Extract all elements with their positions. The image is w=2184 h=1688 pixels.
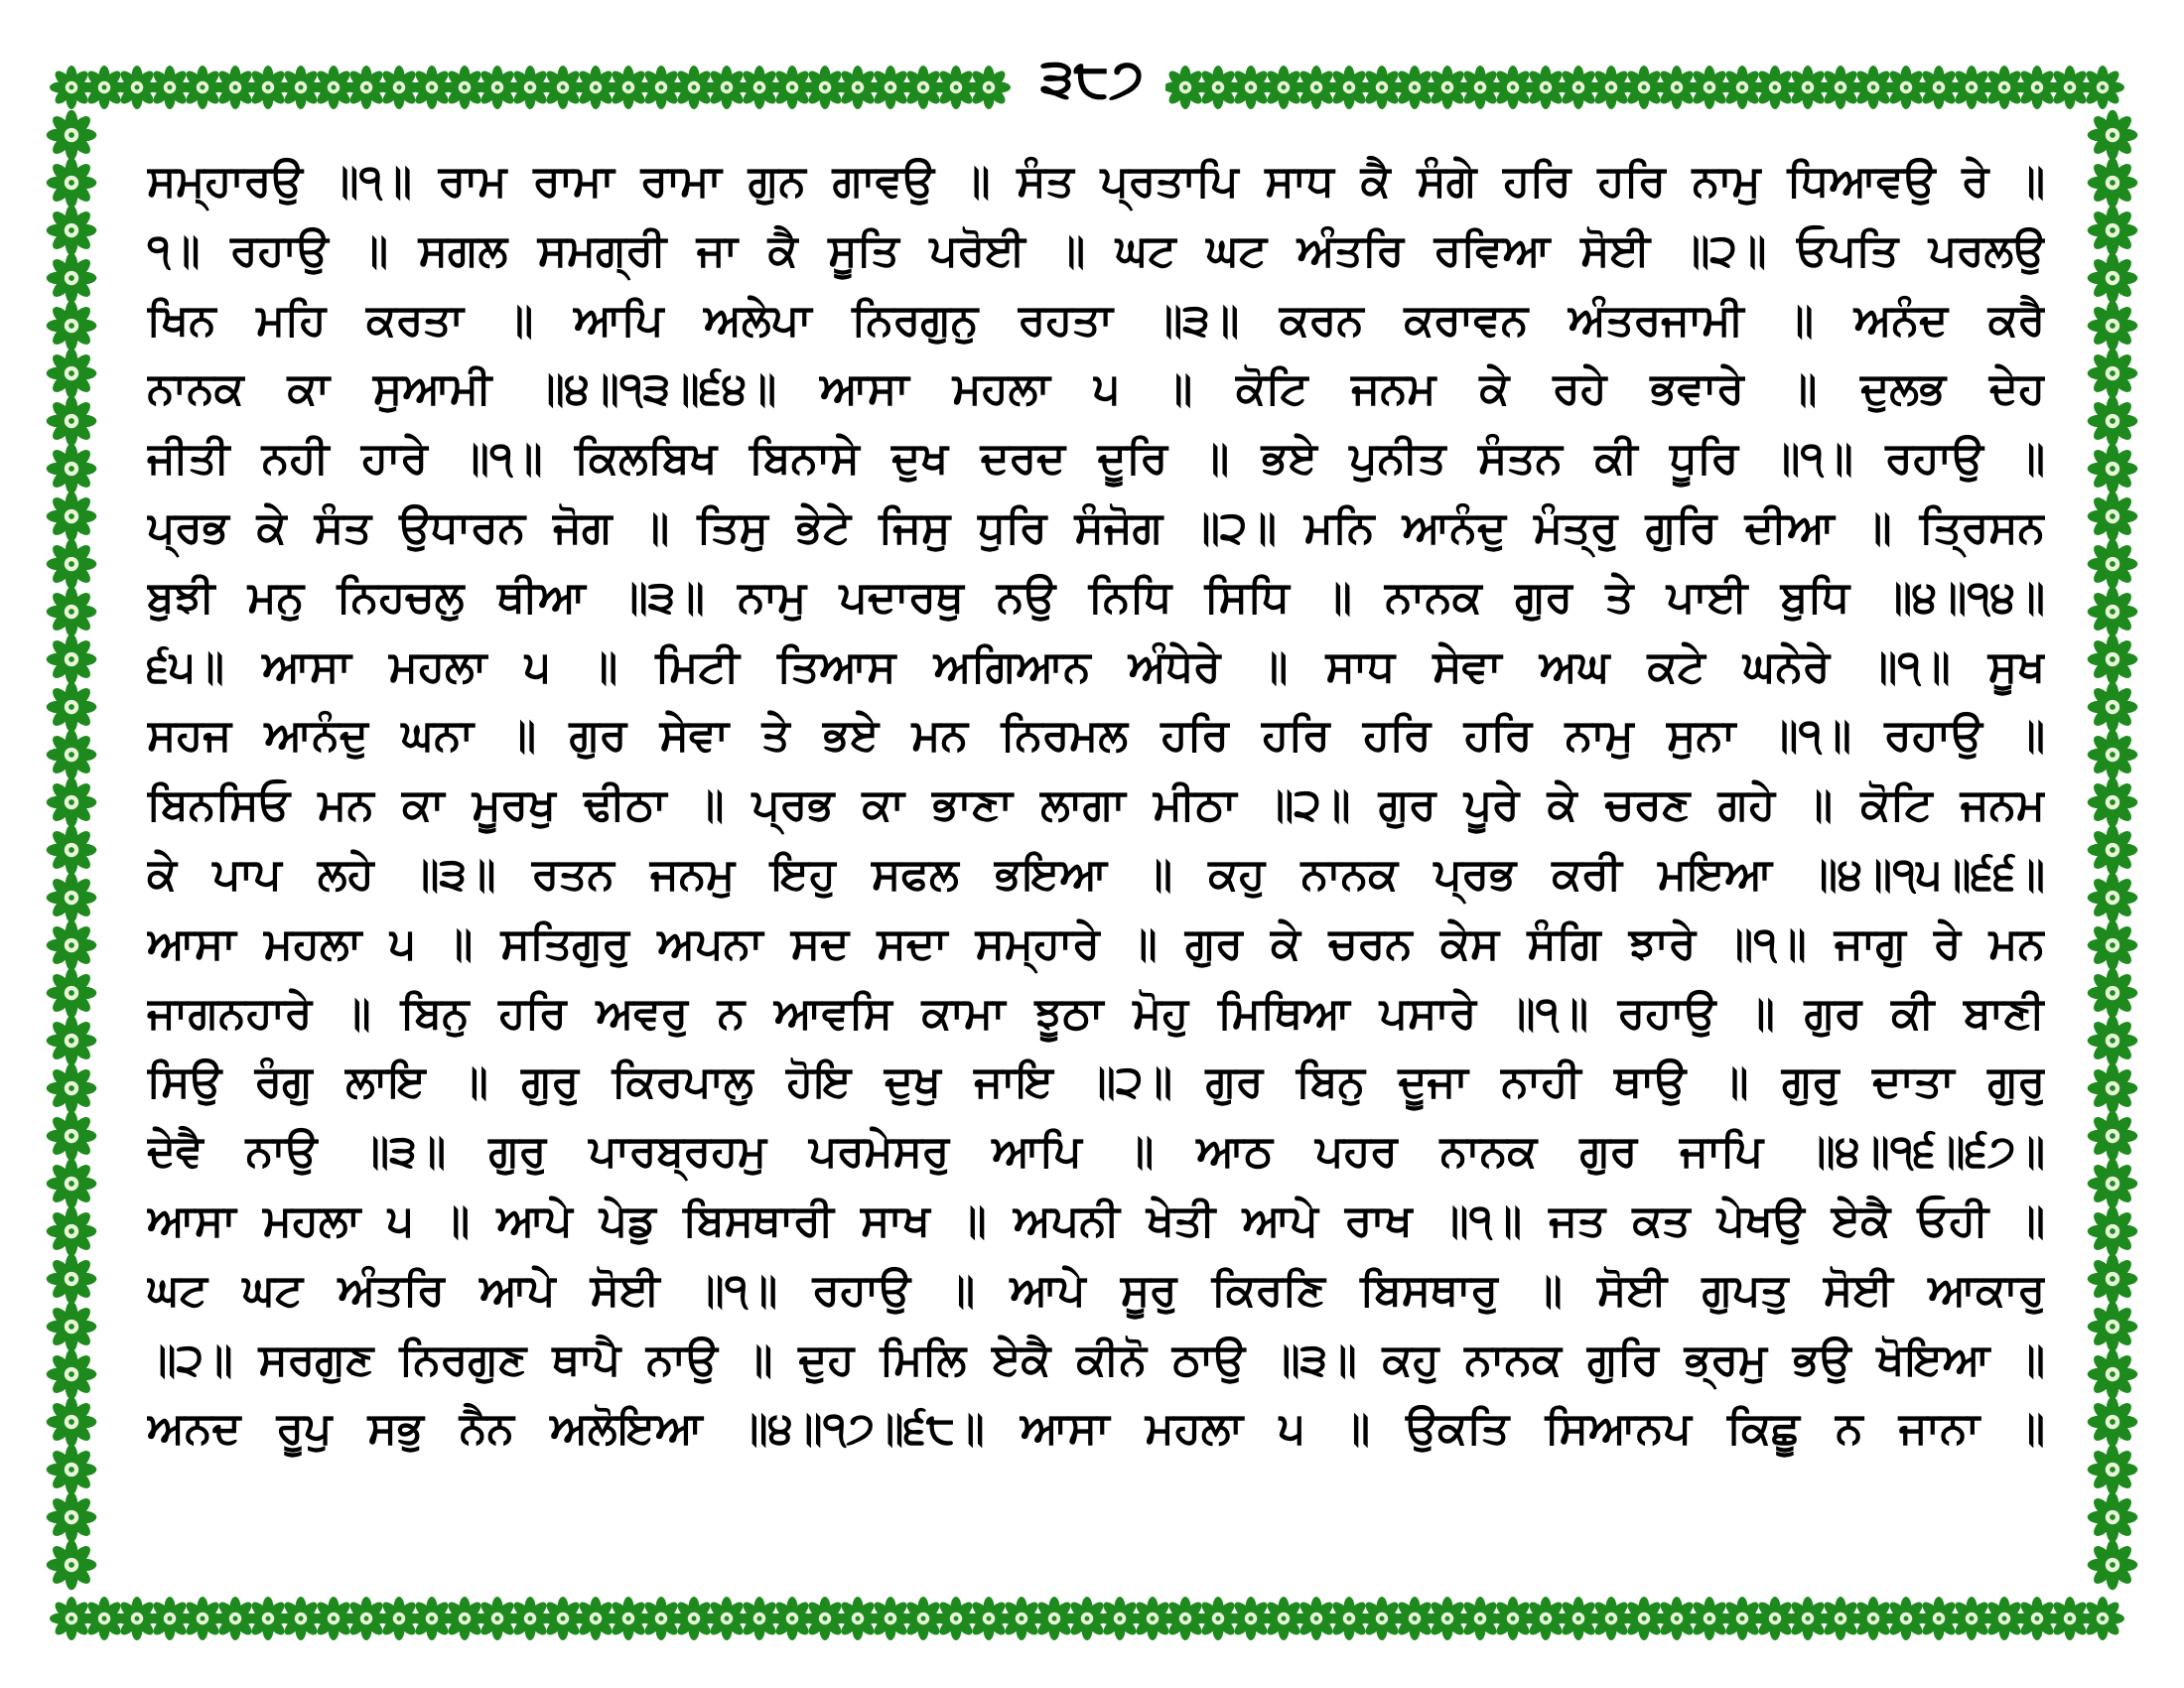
border-flower-icon <box>148 1597 192 1640</box>
border-flower-icon <box>1196 1597 1240 1640</box>
verse-line: ਜਾਗਨਹਾਰੇ ॥ ਬਿਨੁ ਹਰਿ ਅਵਰੁ ਨ ਆਵਸਿ ਕਾਮਾ ਝੂਠਾ ਮੋਹੁ ਮਿਥਿਆ ਪਸਾਰੇ ॥੧॥ ਰਹਾਉ ॥ ਗੁਰ ਕੀ ਬਾਣੀ <box>147 987 2045 1039</box>
border-flower-icon <box>2015 1597 2059 1640</box>
border-flower-icon <box>2088 1397 2138 1448</box>
border-flower-icon <box>2088 730 2138 780</box>
border-flower-icon <box>2088 1492 2138 1543</box>
border-flower-icon <box>1884 1597 1928 1640</box>
border-flower-icon <box>410 1597 454 1640</box>
border-flower-icon <box>2088 206 2138 256</box>
verse-line: ੧॥ ਰਹਾਉ ॥ ਸਗਲ ਸਮਗ੍ਰੀ ਜਾ ਕੈ ਸੂਤਿ ਪਰੋਈ ॥ ਘਟ ਘਟ ਅੰਤਰਿ ਰਵਿਆ ਸੋਈ ॥੨॥ ਓਪਤਿ ਪਰਲਉ <box>147 224 2045 276</box>
border-flower-icon <box>2088 1206 2138 1257</box>
border-flower-icon <box>47 1111 97 1162</box>
border-flower-icon <box>1622 1597 1666 1640</box>
border-flower-icon <box>47 1302 97 1352</box>
border-flower-icon <box>2088 396 2138 447</box>
border-flower-icon <box>1295 1597 1338 1640</box>
border-flower-icon <box>213 1597 257 1640</box>
border-flower-icon <box>2088 110 2138 161</box>
border-flower-icon <box>2088 1254 2138 1305</box>
border-flower-icon <box>47 1254 97 1305</box>
border-flower-icon <box>1327 1597 1371 1640</box>
border-flower-icon <box>934 1597 978 1640</box>
verse-line: ਦੇਵੈ ਨਾਉ ॥੩॥ ਗੁਰੁ ਪਾਰਬ੍ਰਹਮੁ ਪਰਮੇਸਰੁ ਆਪਿ ॥ ਆਠ ਪਹਰ ਨਾਨਕ ਗੁਰ ਜਾਪਿ ॥੪॥੧੬॥੬੭॥ <box>147 1126 2045 1178</box>
border-flower-icon <box>2081 1597 2124 1640</box>
border-flower-icon <box>47 206 97 256</box>
border-flower-icon <box>2088 444 2138 494</box>
border-flower-icon <box>639 1597 683 1640</box>
border-flower-icon <box>1917 1597 1961 1640</box>
border-flower-icon <box>47 253 97 304</box>
border-flower-icon <box>47 730 97 780</box>
border-flower-icon <box>47 920 97 971</box>
border-flower-icon <box>47 825 97 876</box>
verse-line: ਨਾਨਕ ਕਾ ਸੁਆਮੀ ॥੪॥੧੩॥੬੪॥ ਆਸਾ ਮਹਲਾ ੫ ॥ ਕੋਟਿ ਜਨਮ ਕੇ ਰਹੇ ਭਵਾਰੇ ॥ ਦੁਲਭ ਦੇਹ <box>147 363 2045 415</box>
border-flower-icon <box>47 492 97 542</box>
border-flower-icon <box>47 110 97 161</box>
border-flower-icon <box>2088 253 2138 304</box>
border-flower-icon <box>2088 682 2138 733</box>
border-flower-icon <box>279 1597 323 1640</box>
border-flower-icon <box>181 1597 224 1640</box>
border-flower-icon <box>1458 1597 1502 1640</box>
border-flower-icon <box>47 158 97 209</box>
border-flower-icon <box>476 1597 519 1640</box>
border-flower-icon <box>47 444 97 494</box>
border-flower-icon <box>47 777 97 828</box>
border-flower-icon <box>47 1159 97 1209</box>
verse-line: ਪ੍ਰਭ ਕੇ ਸੰਤ ਉਧਾਰਨ ਜੋਗ ॥ ਤਿਸੁ ਭੇਟੇ ਜਿਸੁ ਧੁਰਿ ਸੰਜੋਗ ॥੨॥ ਮਨਿ ਆਨੰਦੁ ਮੰਤ੍ਰੁ ਗੁਰਿ ਦੀਆ ॥ ਤ੍ਰਿਸਨ <box>147 501 2045 553</box>
border-flower-icon <box>1000 1597 1043 1640</box>
border-flower-icon <box>2088 1159 2138 1209</box>
border-flower-icon <box>1982 1597 2026 1640</box>
border-flower-icon <box>607 1597 650 1640</box>
border-flower-icon <box>967 1597 1011 1640</box>
verse-line: ਆਸਾ ਮਹਲਾ ੫ ॥ ਸਤਿਗੁਰੁ ਅਪਨਾ ਸਦ ਸਦਾ ਸਮ੍ਹਾਰੇ ॥ ਗੁਰ ਕੇ ਚਰਨ ਕੇਸ ਸੰਗਿ ਝਾਰੇ ॥੧॥ ਜਾਗੁ ਰੇ ਮਨ <box>147 917 2045 969</box>
border-flower-icon <box>836 1597 880 1640</box>
border-flower-icon <box>82 1597 126 1640</box>
border-flower-icon <box>705 1597 749 1640</box>
border-flower-icon <box>1950 1597 1993 1640</box>
border-flower-icon <box>2088 1302 2138 1352</box>
border-flower-icon <box>47 349 97 399</box>
border-flower-icon <box>1032 1597 1076 1640</box>
border-flower-icon <box>574 1597 617 1640</box>
verse-line: ਬੁਝੀ ਮਨੁ ਨਿਹਚਲੁ ਥੀਆ ॥੩॥ ਨਾਮੁ ਪਦਾਰਥੁ ਨਉ ਨਿਧਿ ਸਿਧਿ ॥ ਨਾਨਕ ਗੁਰ ਤੇ ਪਾਈ ਬੁਧਿ ॥੪॥੧੪॥ <box>147 571 2045 623</box>
verse-line: ਅਨਦ ਰੂਪੁ ਸਭੁ ਨੈਨ ਅਲੋਇਆ ॥੪॥੧੭॥੬੮॥ ਆਸਾ ਮਹਲਾ ੫ ॥ ਉਕਤਿ ਸਿਆਨਪ ਕਿਛੂ ਨ ਜਾਨਾ ॥ <box>147 1403 2045 1455</box>
border-flower-icon <box>1753 1597 1797 1640</box>
border-flower-icon <box>47 1206 97 1257</box>
border-flower-icon <box>47 1445 97 1495</box>
border-flower-icon <box>377 1597 421 1640</box>
border-flower-icon <box>2088 920 2138 971</box>
border-flower-icon <box>770 1597 814 1640</box>
verse-line: ਬਿਨਸਿਓ ਮਨ ਕਾ ਮੂਰਖੁ ਢੀਠਾ ॥ ਪ੍ਰਭ ਕਾ ਭਾਣਾ ਲਾਗਾ ਮੀਠਾ ॥੨॥ ਗੁਰ ਪੂਰੇ ਕੇ ਚਰਣ ਗਹੇ ॥ ਕੋਟਿ ਜਨਮ <box>147 779 2045 831</box>
border-flower-icon <box>2088 301 2138 352</box>
border-flower-icon <box>2088 825 2138 876</box>
verse-line: ਘਟ ਘਟ ਅੰਤਰਿ ਆਪੇ ਸੋਈ ॥੧॥ ਰਹਾਉ ॥ ਆਪੇ ਸੂਰੁ ਕਿਰਣਿ ਬਿਸਥਾਰੁ ॥ ਸੋਈ ਗੁਪਤੁ ਸੋਈ ਆਕਾਰੁ <box>147 1264 2045 1316</box>
border-flower-icon <box>47 873 97 923</box>
verse-line: ਸਮ੍ਹਾਰਉ ॥੧॥ ਰਾਮ ਰਾਮਾ ਰਾਮਾ ਗੁਨ ਗਾਵਉ ॥ ਸੰਤ ਪ੍ਰਤਾਪਿ ਸਾਧ ਕੈ ਸੰਗੇ ਹਰਿ ਹਰਿ ਨਾਮੁ ਧਿਆਵਉ ਰੇ ॥ <box>147 156 2045 207</box>
border-flower-icon <box>47 1492 97 1543</box>
border-flower-icon <box>2088 492 2138 542</box>
border-flower-icon <box>47 682 97 733</box>
verse-line: ॥੨॥ ਸਰਗੁਣ ਨਿਰਗੁਣ ਥਾਪੈ ਨਾਉ ॥ ਦੁਹ ਮਿਲਿ ਏਕੈ ਕੀਨੋ ਠਾਉ ॥੩॥ ਕਹੁ ਨਾਨਕ ਗੁਰਿ ਭ੍ਰਮੁ ਭਉ ਖੋਇਆ ॥ <box>147 1334 2045 1385</box>
border-flower-icon <box>2088 539 2138 590</box>
border-flower-icon <box>115 1597 159 1640</box>
border-flower-icon <box>2088 1349 2138 1400</box>
border-flower-icon <box>2088 1111 2138 1162</box>
border-flower-icon <box>1557 1597 1600 1640</box>
border-flower-icon <box>47 396 97 447</box>
border-flower-icon <box>803 1597 847 1640</box>
page-number <box>0 44 2184 113</box>
verse-line: ਖਿਨ ਮਹਿ ਕਰਤਾ ॥ ਆਪਿ ਅਲੇਪਾ ਨਿਰਗੁਨੁ ਰਹਤਾ ॥੩॥ ਕਰਨ ਕਰਾਵਨ ਅੰਤਰਜਾਮੀ ॥ ਅਨੰਦ ਕਰੈ <box>147 294 2045 346</box>
border-flower-icon <box>1163 1597 1207 1640</box>
border-flower-icon <box>2088 158 2138 209</box>
border-flower-icon <box>1688 1597 1731 1640</box>
border-flower-icon <box>246 1597 290 1640</box>
border-flower-icon <box>2088 1016 2138 1066</box>
verse-line: ੬੫॥ ਆਸਾ ਮਹਲਾ ੫ ॥ ਮਿਟੀ ਤਿਆਸ ਅਗਿਆਨ ਅੰਧੇਰੇ ॥ ਸਾਧ ਸੇਵਾ ਅਘ ਕਟੇ ਘਨੇਰੇ ॥੧॥ ਸੂਖ <box>147 640 2045 692</box>
border-flower-icon <box>2048 1597 2092 1640</box>
border-flower-icon <box>443 1597 486 1640</box>
border-flower-icon <box>1851 1597 1895 1640</box>
border-flower-icon <box>344 1597 388 1640</box>
border-flower-icon <box>738 1597 781 1640</box>
border-flower-icon <box>1720 1597 1764 1640</box>
border-flower-icon <box>47 1540 97 1591</box>
border-flower-icon <box>47 1016 97 1066</box>
border-flower-icon <box>1229 1597 1273 1640</box>
border-flower-icon <box>1393 1597 1436 1640</box>
border-flower-icon <box>47 634 97 685</box>
border-flower-icon <box>47 539 97 590</box>
border-flower-icon <box>1426 1597 1469 1640</box>
border-flower-icon <box>47 301 97 352</box>
border-flower-icon <box>50 1597 93 1640</box>
border-flower-icon <box>2088 1063 2138 1114</box>
border-flower-icon <box>312 1597 355 1640</box>
border-flower-icon <box>672 1597 716 1640</box>
border-flower-icon <box>1491 1597 1535 1640</box>
border-flower-icon <box>47 1349 97 1400</box>
border-flower-icon <box>541 1597 585 1640</box>
border-flower-icon <box>901 1597 945 1640</box>
border-flower-icon <box>1262 1597 1305 1640</box>
page-number-text: ੩੮੭ <box>1019 47 1165 109</box>
gurbani-text <box>147 147 2045 1464</box>
verse-line: ਜੀਤੀ ਨਹੀ ਹਾਰੇ ॥੧॥ ਕਿਲਬਿਖ ਬਿਨਾਸੇ ਦੁਖ ਦਰਦ ਦੂਰਿ ॥ ਭਏ ਪੁਨੀਤ ਸੰਤਨ ਕੀ ਧੂਰਿ ॥੧॥ ਰਹਾਉ ॥ <box>147 433 2045 485</box>
border-flower-icon <box>1098 1597 1142 1640</box>
border-flower-icon <box>1819 1597 1862 1640</box>
border-flower-icon <box>2088 634 2138 685</box>
border-flower-icon <box>1786 1597 1830 1640</box>
border-flower-icon <box>1360 1597 1404 1640</box>
border-flower-icon <box>2088 777 2138 828</box>
border-flower-icon <box>2088 1540 2138 1591</box>
border-flower-icon <box>1589 1597 1633 1640</box>
border-flower-icon <box>47 1063 97 1114</box>
border-flower-icon <box>1524 1597 1568 1640</box>
border-flower-icon <box>869 1597 912 1640</box>
border-flower-icon <box>2088 873 2138 923</box>
border-flower-icon <box>47 968 97 1019</box>
border-flower-icon <box>508 1597 552 1640</box>
verse-line: ਆਸਾ ਮਹਲਾ ੫ ॥ ਆਪੇ ਪੇਡੁ ਬਿਸਥਾਰੀ ਸਾਖ ॥ ਅਪਨੀ ਖੇਤੀ ਆਪੇ ਰਾਖ ॥੧॥ ਜਤ ਕਤ ਪੇਖਉ ਏਕੈ ਓਹੀ ॥ <box>147 1195 2045 1246</box>
border-flower-icon <box>2088 349 2138 399</box>
verse-line: ਕੇ ਪਾਪ ਲਹੇ ॥੩॥ ਰਤਨ ਜਨਮੁ ਇਹੁ ਸਫਲ ਭਇਆ ॥ ਕਹੁ ਨਾਨਕ ਪ੍ਰਭ ਕਰੀ ਮਇਆ ॥੪॥੧੫॥੬੬॥ <box>147 848 2045 900</box>
border-flower-icon <box>2088 968 2138 1019</box>
border-flower-icon <box>1065 1597 1109 1640</box>
verse-line: ਸਹਜ ਆਨੰਦੁ ਘਨਾ ॥ ਗੁਰ ਸੇਵਾ ਤੇ ਭਏ ਮਨ ਨਿਰਮਲ ਹਰਿ ਹਰਿ ਹਰਿ ਹਰਿ ਨਾਮੁ ਸੁਨਾ ॥੧॥ ਰਹਾਉ ॥ <box>147 710 2045 762</box>
border-flower-icon <box>1131 1597 1174 1640</box>
border-flower-icon <box>47 587 97 637</box>
border-flower-icon <box>2088 1445 2138 1495</box>
verse-line: ਸਿਉ ਰੰਗੁ ਲਾਇ ॥ ਗੁਰੁ ਕਿਰਪਾਲੁ ਹੋਇ ਦੁਖੁ ਜਾਇ ॥੨॥ ਗੁਰ ਬਿਨੁ ਦੂਜਾ ਨਾਹੀ ਥਾਉ ॥ ਗੁਰੁ ਦਾਤਾ ਗੁਰੁ <box>147 1056 2045 1108</box>
border-flower-icon <box>1655 1597 1699 1640</box>
border-flower-icon <box>47 1397 97 1448</box>
border-flower-icon <box>2088 587 2138 637</box>
